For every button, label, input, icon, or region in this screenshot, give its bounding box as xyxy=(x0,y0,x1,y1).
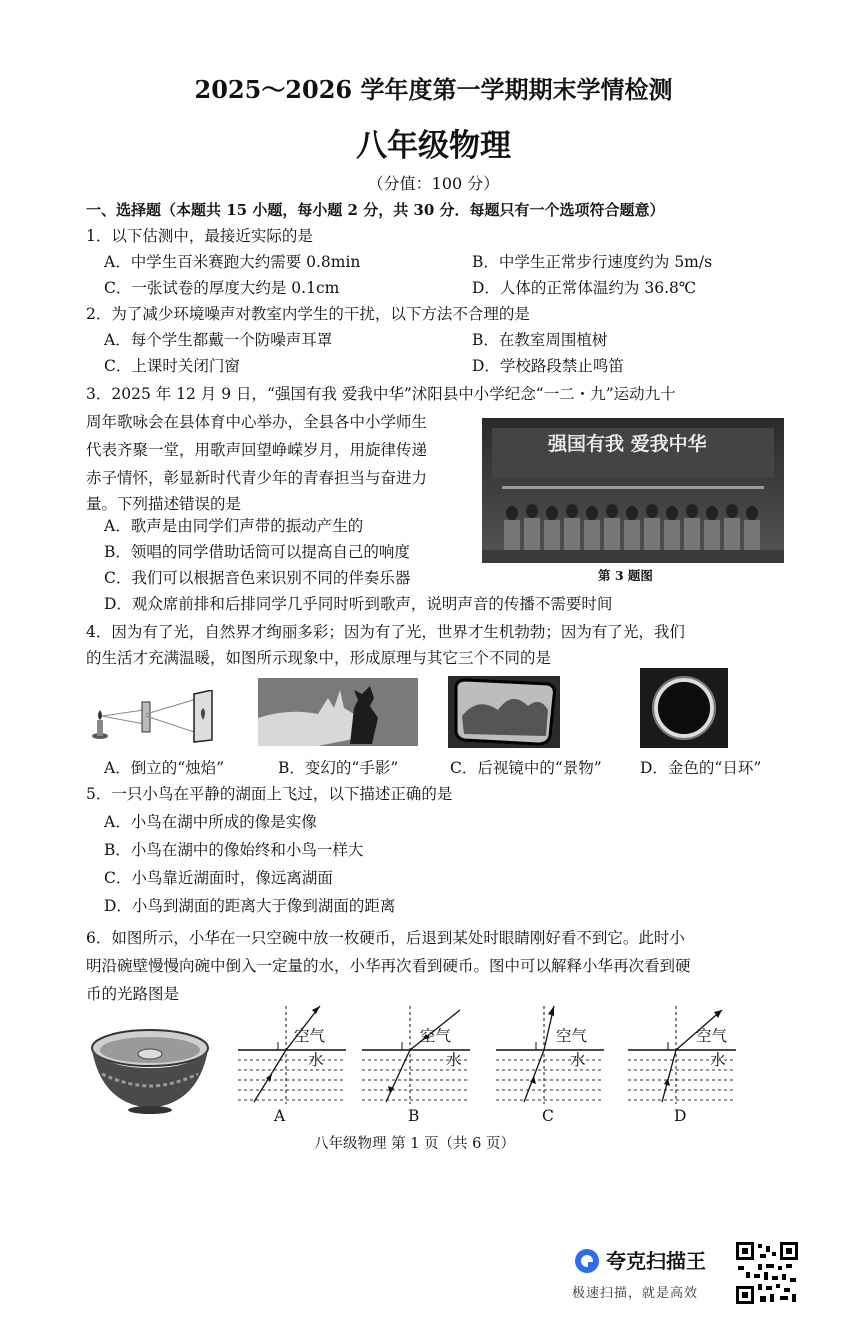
photo-banner-text: 强国有我 爱我中华 xyxy=(548,433,707,455)
section-heading: 一、选择题（本题共 15 小题，每小题 2 分，共 30 分．每题只有一个选项符合题意） xyxy=(86,201,665,219)
q2-stem: 2．为了减少环境噪声对教室内学生的干扰，以下方法不合理的是 xyxy=(86,305,530,323)
q2-option-b: B．在教室周围植树 xyxy=(472,331,608,349)
q5-option-a: A．小鸟在湖中所成的像是实像 xyxy=(104,813,317,831)
light-path-diagram-d xyxy=(626,1004,738,1108)
q3-option-b: B．领唱的同学借助话筒可以提高自己的响度 xyxy=(104,543,410,561)
water-label: 水 xyxy=(710,1051,726,1069)
quark-logo-icon xyxy=(574,1248,600,1274)
q3-option-a: A．歌声是由同学们声带的振动产生的 xyxy=(104,517,364,535)
page-footer: 八年级物理 第 1 页（共 6 页） xyxy=(314,1136,515,1152)
q5-option-b: B．小鸟在湖中的像始终和小鸟一样大 xyxy=(104,841,364,859)
q5-option-d: D．小鸟到湖面的距离大于像到湖面的距离 xyxy=(104,897,396,915)
q3-line1: 3．2025 年 12 月 9 日，“强国有我 爱我中华”沭阳县中小学纪念“一二・九”运动九十 xyxy=(86,385,676,403)
q1-stem: 1．以下估测中，最接近实际的是 xyxy=(86,227,313,245)
q3-figure-caption: 第 3 题图 xyxy=(598,568,653,583)
score-info: （分值：100 分） xyxy=(367,174,500,193)
q2-option-d: D．学校路段禁止鸣笛 xyxy=(472,357,624,375)
air-label: 空气 xyxy=(294,1027,326,1045)
hand-shadow-figure xyxy=(258,678,418,746)
bowl-coin-figure xyxy=(88,1024,212,1114)
watermark-brand: 夸克扫描王 xyxy=(606,1249,706,1273)
q4-option-c: C．后视镜中的“景物” xyxy=(450,759,602,777)
light-path-diagram-b xyxy=(360,1004,472,1108)
qr-code-icon[interactable] xyxy=(734,1240,800,1306)
q1-option-b: B．中学生正常步行速度约为 5m/s xyxy=(472,253,713,271)
diagram-label-a: A xyxy=(274,1107,286,1125)
diagram-label-b: B xyxy=(408,1107,420,1125)
q1-option-a: A．中学生百米赛跑大约需要 0.8min xyxy=(104,253,361,271)
q4-option-b: B．变幻的“手影” xyxy=(278,759,399,777)
water-label: 水 xyxy=(446,1051,462,1069)
q3-choir-photo xyxy=(482,418,784,563)
watermark-slogan: 极速扫描，就是高效 xyxy=(572,1286,699,1301)
air-label: 空气 xyxy=(420,1027,452,1045)
q1-option-d: D．人体的正常体温约为 36.8℃ xyxy=(472,279,697,297)
pinhole-camera-figure xyxy=(88,690,218,744)
q2-option-c: C．上课时关闭门窗 xyxy=(104,357,240,375)
q3-option-c: C．我们可以根据音色来识别不同的伴奏乐器 xyxy=(104,569,411,587)
q6-line3: 币的光路图是 xyxy=(86,985,180,1003)
solar-eclipse-figure xyxy=(640,668,728,748)
q3-line2: 周年歌咏会在县体育中心举办，全县各中小学师生 xyxy=(86,413,428,431)
q4-option-d: D．金色的“日环” xyxy=(640,759,762,777)
q4-line1: 4．因为有了光，自然界才绚丽多彩；因为有了光，世界才生机勃勃；因为有了光，我们 xyxy=(86,623,685,641)
exam-title: 2025～2026 学年度第一学期期末学情检测 xyxy=(194,75,673,104)
diagram-label-c: C xyxy=(542,1107,554,1125)
q5-stem: 5．一只小鸟在平静的湖面上飞过，以下描述正确的是 xyxy=(86,785,453,803)
q6-line1: 6．如图所示，小华在一只空碗中放一枚硬币，后退到某处时眼睛刚好看不到它。此时小 xyxy=(86,929,685,947)
q3-line3: 代表齐聚一堂，用歌声回望峥嵘岁月，用旋律传递 xyxy=(86,441,428,459)
light-path-diagram-c xyxy=(494,1004,606,1108)
q2-option-a: A．每个学生都戴一个防噪声耳罩 xyxy=(104,331,333,349)
rearview-mirror-figure xyxy=(448,676,560,748)
light-path-diagram-a xyxy=(236,1004,348,1108)
diagram-label-d: D xyxy=(674,1107,687,1125)
air-label: 空气 xyxy=(556,1027,588,1045)
q5-option-c: C．小鸟靠近湖面时，像远离湖面 xyxy=(104,869,333,887)
q4-option-a: A．倒立的“烛焰” xyxy=(104,759,225,777)
subject-title: 八年级物理 xyxy=(356,128,511,164)
q1-option-c: C．一张试卷的厚度大约是 0.1cm xyxy=(104,279,340,297)
water-label: 水 xyxy=(570,1051,586,1069)
q4-line2: 的生活才充满温暖，如图所示现象中，形成原理与其它三个不同的是 xyxy=(86,649,552,667)
q3-line4: 赤子情怀，彰显新时代青少年的青春担当与奋进力 xyxy=(86,469,428,487)
q6-line2: 明沿碗壁慢慢向碗中倒入一定量的水，小华再次看到硬币。图中可以解释小华再次看到硬 xyxy=(86,957,691,975)
q3-option-d: D．观众席前排和后排同学几乎同时听到歌声，说明声音的传播不需要时间 xyxy=(104,595,613,613)
air-label: 空气 xyxy=(696,1027,728,1045)
water-label: 水 xyxy=(308,1051,324,1069)
q3-line5: 量。下列描述错误的是 xyxy=(86,495,242,513)
